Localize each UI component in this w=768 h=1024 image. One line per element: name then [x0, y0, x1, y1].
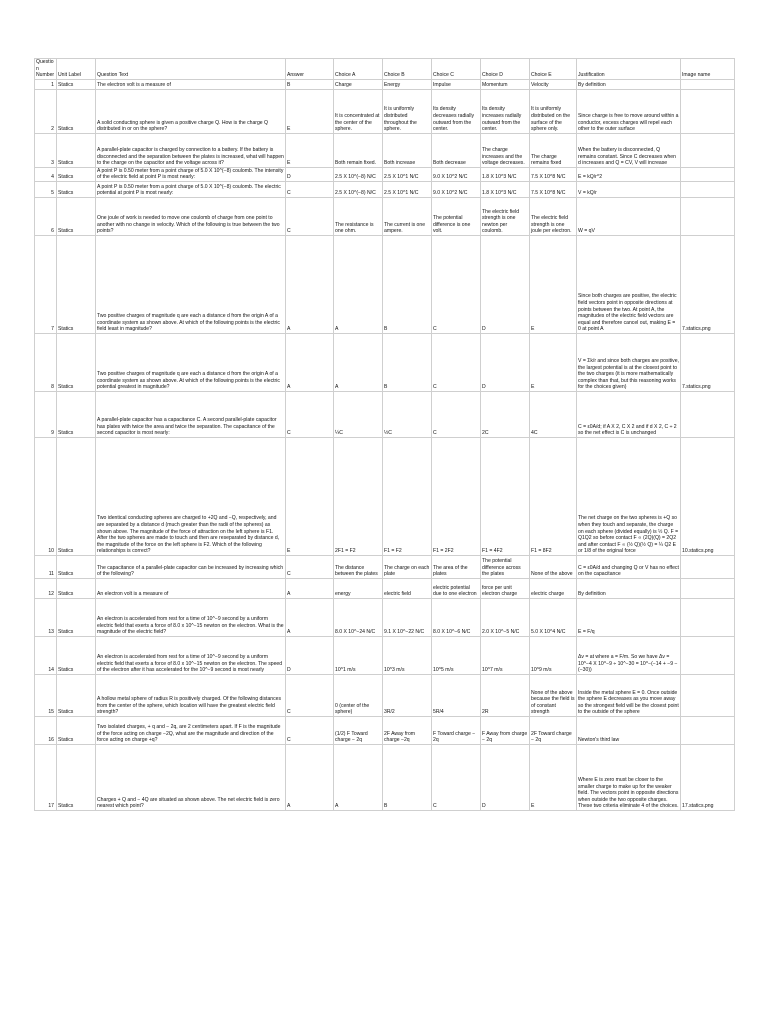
cell-justification[interactable]: V = kQ/r	[577, 181, 681, 197]
cell-choice-d[interactable]: D	[481, 744, 530, 810]
cell-question-text[interactable]: Two isolated charges, + q and − 2q, are 2 centimeters apart. If F is the magnitude of the force acting on charge −2Q, what are the magnitude and direction of the force acting on charge +q?	[96, 716, 286, 744]
cell-choice-b[interactable]: 10^3 m/s	[383, 636, 432, 674]
cell-question-text[interactable]: A parallel-plate capacitor is charged by connection to a battery. If the battery is disconnected and the separation between the plates is increased, what will happen to the charge on the capacitor and the voltage across it?	[96, 133, 286, 167]
cell-answer[interactable]: A	[286, 235, 334, 333]
cell-unit-label[interactable]: Statics	[57, 391, 96, 437]
cell-answer[interactable]: D	[286, 167, 334, 181]
cell-unit-label[interactable]: Statics	[57, 716, 96, 744]
cell-choice-c[interactable]: C	[432, 391, 481, 437]
cell-question-number[interactable]: 8	[35, 333, 57, 391]
cell-choice-a[interactable]: energy	[334, 578, 383, 598]
cell-question-text[interactable]: The electron volt is a measure of	[96, 79, 286, 89]
cell-choice-d[interactable]: The potential difference across the plates	[481, 555, 530, 578]
cell-justification[interactable]: C = ε0A/d; if A X 2, C X 2 and if d X 2, C ÷ 2 so the net effect is C is unchanged	[577, 391, 681, 437]
cell-choice-d[interactable]: 2R	[481, 674, 530, 716]
cell-answer[interactable]: C	[286, 181, 334, 197]
cell-choice-a[interactable]: Both remain fixed.	[334, 133, 383, 167]
cell-question-number[interactable]: 5	[35, 181, 57, 197]
cell-question-number[interactable]: 6	[35, 197, 57, 235]
header-unit-label[interactable]: Unit Label	[57, 59, 96, 80]
table-row	[35, 89, 735, 133]
cell-unit-label[interactable]: Statics	[57, 578, 96, 598]
cell-choice-a[interactable]: The resistance is one ohm.	[334, 197, 383, 235]
cell-choice-d[interactable]: 2.0 X 10^−5 N/C	[481, 598, 530, 636]
cell-choice-a[interactable]: 8.0 X 10^−24 N/C	[334, 598, 383, 636]
table-row	[35, 636, 735, 674]
cell-question-text[interactable]: Charges + Q and − 4Q are situated as shown above. The net electric field is zero nearest which point?	[96, 744, 286, 810]
cell-answer[interactable]: C	[286, 555, 334, 578]
cell-choice-c[interactable]: Both decrease	[432, 133, 481, 167]
cell-question-text[interactable]: Two positive charges of magnitude q are each a distance d from the origin A of a coordinate system as shown above. At which of the following points is the electric potential greatest in magnitude?	[96, 333, 286, 391]
cell-choice-b[interactable]: 9.1 X 10^−22 N/C	[383, 598, 432, 636]
cell-choice-c[interactable]: C	[432, 235, 481, 333]
cell-choice-e[interactable]: F1 = 8F2	[530, 437, 577, 555]
cell-image-name[interactable]	[681, 598, 735, 636]
header-choice-e[interactable]: Choice E	[530, 59, 577, 80]
cell-choice-e[interactable]: E	[530, 235, 577, 333]
table-row	[35, 437, 735, 555]
table-row	[35, 674, 735, 716]
cell-justification[interactable]: By definition	[577, 578, 681, 598]
header-choice-d[interactable]: Choice D	[481, 59, 530, 80]
cell-choice-c[interactable]: 8.0 X 10^−6 N/C	[432, 598, 481, 636]
cell-choice-c[interactable]: Its density decreases radially outward from the center.	[432, 89, 481, 133]
cell-question-number[interactable]: 4	[35, 167, 57, 181]
cell-choice-a[interactable]: A	[334, 235, 383, 333]
cell-unit-label[interactable]: Statics	[57, 133, 96, 167]
cell-question-text[interactable]: Two identical conducting spheres are charged to +2Q and −Q, respectively, and are separated by a distance d (much greater than the radii of the spheres) as shown above. The magnitude of the force of attraction on the left sphere is F1. After the two spheres are made to touch and then are reseparated by distance d, the magnitude of the force on the left sphere is F2. Which of the following relationships is correct?	[96, 437, 286, 555]
cell-unit-label[interactable]: Statics	[57, 674, 96, 716]
cell-image-name[interactable]	[681, 181, 735, 197]
cell-image-name[interactable]: 17.statics.png	[681, 744, 735, 810]
cell-choice-c[interactable]: The potential difference is one volt.	[432, 197, 481, 235]
cell-choice-e[interactable]: Velocity	[530, 79, 577, 89]
cell-question-text[interactable]: The capacitance of a parallel-plate capacitor can be increased by increasing which of the following?	[96, 555, 286, 578]
cell-choice-a[interactable]: Charge	[334, 79, 383, 89]
cell-image-name[interactable]	[681, 79, 735, 89]
cell-unit-label[interactable]: Statics	[57, 79, 96, 89]
cell-question-text[interactable]: A solid conducting sphere is given a positive charge Q. How is the charge Q distributed in or on the sphere?	[96, 89, 286, 133]
cell-question-text[interactable]: Two positive charges of magnitude q are each a distance d from the origin A of a coordinate system as shown above. At which of the following points is the electric field least in magnitude?	[96, 235, 286, 333]
cell-image-name[interactable]	[681, 674, 735, 716]
table-row	[35, 555, 735, 578]
cell-choice-b[interactable]: 2F Away from charge −2q	[383, 716, 432, 744]
cell-choice-b[interactable]: It is uniformly distributed throughout the sphere.	[383, 89, 432, 133]
cell-justification[interactable]: C = ε0A/d and changing Q or V has no effect on the capacitance	[577, 555, 681, 578]
cell-justification[interactable]: E = F/q	[577, 598, 681, 636]
cell-choice-d[interactable]: D	[481, 333, 530, 391]
cell-choice-d[interactable]: The electric field strength is one newton per coulomb.	[481, 197, 530, 235]
cell-unit-label[interactable]: Statics	[57, 437, 96, 555]
cell-justification[interactable]: Where E is zero must be closer to the smaller charge to make up for the weaker field. The vectors point in opposite directions when outside the two opposite charges. These two criteria eliminate 4 of the choices.	[577, 744, 681, 810]
header-row	[35, 59, 735, 80]
cell-choice-c[interactable]: 9.0 X 10^2 N/C	[432, 167, 481, 181]
table-row	[35, 167, 735, 181]
cell-choice-e[interactable]: 2F Toward charge − 2q	[530, 716, 577, 744]
cell-choice-d[interactable]: 2C	[481, 391, 530, 437]
cell-choice-b[interactable]: 2.5 X 10^1 N/C	[383, 181, 432, 197]
header-choice-a[interactable]: Choice A	[334, 59, 383, 80]
table-row	[35, 79, 735, 89]
cell-question-text[interactable]: A point P is 0.50 meter from a point charge of 5.0 X 10^(−8) coulomb. The electric potential at point P is most nearly:	[96, 181, 286, 197]
cell-unit-label[interactable]: Statics	[57, 89, 96, 133]
cell-choice-a[interactable]: 2F1 = F2	[334, 437, 383, 555]
cell-answer[interactable]: E	[286, 89, 334, 133]
cell-image-name[interactable]	[681, 391, 735, 437]
question-table	[34, 58, 735, 811]
cell-choice-a[interactable]: 2.5 X 10^(−8) N/C	[334, 181, 383, 197]
cell-answer[interactable]: E	[286, 133, 334, 167]
cell-image-name[interactable]: 7.statics.png	[681, 333, 735, 391]
cell-choice-c[interactable]: C	[432, 744, 481, 810]
cell-choice-c[interactable]: The area of the plates	[432, 555, 481, 578]
header-image-name[interactable]: Image name	[681, 59, 735, 80]
cell-choice-a[interactable]: A	[334, 333, 383, 391]
cell-question-text[interactable]: A hollow metal sphere of radius R is positively charged. Of the following distances from the center of the sphere, which location will have the greatest electric field strength?	[96, 674, 286, 716]
table-row	[35, 391, 735, 437]
cell-unit-label[interactable]: Statics	[57, 167, 96, 181]
cell-question-text[interactable]: An electron volt is a measure of	[96, 578, 286, 598]
table-row	[35, 181, 735, 197]
cell-choice-a[interactable]: 2.5 X 10^(−8) N/C	[334, 167, 383, 181]
cell-choice-b[interactable]: B	[383, 235, 432, 333]
cell-choice-e[interactable]: 4C	[530, 391, 577, 437]
cell-choice-a[interactable]: ¼C	[334, 391, 383, 437]
cell-unit-label[interactable]: Statics	[57, 598, 96, 636]
cell-justification[interactable]: By definition	[577, 79, 681, 89]
header-justification[interactable]: Justification	[577, 59, 681, 80]
cell-image-name[interactable]	[681, 133, 735, 167]
cell-answer[interactable]: A	[286, 598, 334, 636]
cell-justification[interactable]: W = qV	[577, 197, 681, 235]
cell-choice-e[interactable]: electric charge	[530, 578, 577, 598]
cell-question-number[interactable]: 1	[35, 79, 57, 89]
cell-choice-d[interactable]: 10^7 m/s	[481, 636, 530, 674]
cell-choice-d[interactable]: F Away from charge − 2q	[481, 716, 530, 744]
cell-choice-c[interactable]: F1 = 2F2	[432, 437, 481, 555]
cell-choice-b[interactable]: F1 = F2	[383, 437, 432, 555]
cell-answer[interactable]: C	[286, 197, 334, 235]
cell-choice-d[interactable]: 1.8 X 10^3 N/C	[481, 181, 530, 197]
cell-choice-e[interactable]: 10^9 m/s	[530, 636, 577, 674]
cell-image-name[interactable]	[681, 197, 735, 235]
table-row	[35, 744, 735, 810]
header-choice-c[interactable]: Choice C	[432, 59, 481, 80]
cell-choice-e[interactable]: E	[530, 744, 577, 810]
cell-question-number[interactable]: 3	[35, 133, 57, 167]
table-row	[35, 598, 735, 636]
cell-choice-d[interactable]: Its density increases radially outward from the center.	[481, 89, 530, 133]
cell-question-number[interactable]: 7	[35, 235, 57, 333]
cell-choice-b[interactable]: The current is one ampere.	[383, 197, 432, 235]
cell-choice-c[interactable]: C	[432, 333, 481, 391]
cell-choice-b[interactable]: Both increase	[383, 133, 432, 167]
cell-question-number[interactable]: 15	[35, 674, 57, 716]
cell-justification[interactable]: Inside the metal sphere E = 0. Once outside the sphere E decreases as you move away so the strongest field will be the closest point to the outside of the sphere	[577, 674, 681, 716]
cell-choice-a[interactable]: It is concentrated at the center of the sphere.	[334, 89, 383, 133]
cell-image-name[interactable]	[681, 167, 735, 181]
cell-question-number[interactable]: 16	[35, 716, 57, 744]
cell-choice-e[interactable]: None of the above	[530, 555, 577, 578]
cell-unit-label[interactable]: Statics	[57, 181, 96, 197]
header-question-number[interactable]: Question Number	[35, 59, 57, 80]
cell-choice-e[interactable]: It is uniformly distributed on the surface of the sphere only.	[530, 89, 577, 133]
cell-choice-a[interactable]: The distance between the plates	[334, 555, 383, 578]
cell-answer[interactable]: A	[286, 744, 334, 810]
table-row	[35, 235, 735, 333]
cell-choice-d[interactable]: Momentum	[481, 79, 530, 89]
cell-answer[interactable]: C	[286, 674, 334, 716]
cell-justification[interactable]: E = kQ/r^2	[577, 167, 681, 181]
cell-answer[interactable]: A	[286, 578, 334, 598]
table-row	[35, 716, 735, 744]
cell-choice-a[interactable]: A	[334, 744, 383, 810]
cell-choice-b[interactable]: electric field	[383, 578, 432, 598]
cell-choice-b[interactable]: B	[383, 744, 432, 810]
cell-image-name[interactable]	[681, 578, 735, 598]
table-row	[35, 333, 735, 391]
cell-choice-c[interactable]: electric potential due to one electron	[432, 578, 481, 598]
header-answer[interactable]: Answer	[286, 59, 334, 80]
cell-image-name[interactable]: 10.statics.png	[681, 437, 735, 555]
cell-unit-label[interactable]: Statics	[57, 197, 96, 235]
cell-question-number[interactable]: 17	[35, 744, 57, 810]
cell-choice-c[interactable]: 5R/4	[432, 674, 481, 716]
cell-choice-e[interactable]: The charge remains fixed	[530, 133, 577, 167]
cell-choice-c[interactable]: 10^5 m/s	[432, 636, 481, 674]
cell-question-number[interactable]: 2	[35, 89, 57, 133]
cell-answer[interactable]: C	[286, 391, 334, 437]
cell-question-text[interactable]: An electron is accelerated from rest for a time of 10^−9 second by a uniform electric field that exerts a force of 8.0 x 10^−15 newton on the electron. The speed of the electron after it has accelerated for the 10^−9 second is most nearly	[96, 636, 286, 674]
table-row	[35, 578, 735, 598]
cell-choice-e[interactable]: 7.5 X 10^8 N/C	[530, 181, 577, 197]
cell-choice-a[interactable]: 0 (center of the sphere)	[334, 674, 383, 716]
cell-choice-b[interactable]: B	[383, 333, 432, 391]
cell-question-number[interactable]: 12	[35, 578, 57, 598]
cell-question-text[interactable]: One joule of work is needed to move one coulomb of charge from one point to another with no change in velocity. Which of the following is true between the two points?	[96, 197, 286, 235]
cell-unit-label[interactable]: Statics	[57, 744, 96, 810]
cell-answer[interactable]: B	[286, 79, 334, 89]
cell-justification[interactable]: Since both charges are positive, the electric field vectors point in opposite directions at points between the two. At point A, the magnitudes of the electric field vectors are equal and therefore cancel out, making E = 0 at point A	[577, 235, 681, 333]
cell-choice-a[interactable]: 10^1 m/s	[334, 636, 383, 674]
cell-question-text[interactable]: An electron is accelerated from rest for a time of 10^−9 second by a uniform electric field that exerts a force of 8.0 x 10^−15 newton on the electron. What is the magnitude of the electric field?	[96, 598, 286, 636]
cell-choice-b[interactable]: 3R/2	[383, 674, 432, 716]
cell-justification[interactable]: The net charge on the two spheres is +Q so when they touch and separate, the charge on each sphere (divided equally) is ½ Q. F = Q1Q2 so before contact F ∝ (2Q)(Q) = 2Q2 and after contact F ∝ (½ Q)(½ Q) = ¼ Q2 E or 1/8 of the original force	[577, 437, 681, 555]
cell-image-name[interactable]	[681, 716, 735, 744]
cell-choice-c[interactable]: 9.0 X 10^2 N/C	[432, 181, 481, 197]
cell-unit-label[interactable]: Statics	[57, 333, 96, 391]
cell-choice-a[interactable]: (1/2) F Toward charge − 2q	[334, 716, 383, 744]
cell-image-name[interactable]	[681, 636, 735, 674]
cell-question-text[interactable]: A point P is 0.50 meter from a point charge of 5.0 X 10^(−8) coulomb. The intensity of the electric field at point P is most nearly:	[96, 167, 286, 181]
cell-question-text[interactable]: A parallel-plate capacitor has a capacitance C. A second parallel-plate capacitor has plates with twice the area and twice the separation. The capacitance of the second capacitor is most nearly:	[96, 391, 286, 437]
cell-choice-c[interactable]: F Toward charge − 2q	[432, 716, 481, 744]
cell-choice-b[interactable]: The charge on each plate	[383, 555, 432, 578]
cell-choice-e[interactable]: 5.0 X 10^4 N/C	[530, 598, 577, 636]
table-row	[35, 133, 735, 167]
cell-image-name[interactable]	[681, 89, 735, 133]
table-row	[35, 197, 735, 235]
cell-choice-e[interactable]: 7.5 X 10^8 N/C	[530, 167, 577, 181]
cell-choice-d[interactable]: 1.8 X 10^3 N/C	[481, 167, 530, 181]
cell-answer[interactable]: D	[286, 636, 334, 674]
cell-choice-d[interactable]: The charge increases and the voltage decreases.	[481, 133, 530, 167]
cell-image-name[interactable]: 7.statics.png	[681, 235, 735, 333]
cell-question-number[interactable]: 11	[35, 555, 57, 578]
cell-justification[interactable]: Since charge is free to move around within a conductor, excess charges will repel each other to the outer surface	[577, 89, 681, 133]
cell-justification[interactable]: Newton's third law	[577, 716, 681, 744]
cell-unit-label[interactable]: Statics	[57, 235, 96, 333]
cell-choice-e[interactable]: E	[530, 333, 577, 391]
cell-answer[interactable]: E	[286, 437, 334, 555]
cell-unit-label[interactable]: Statics	[57, 636, 96, 674]
cell-choice-b[interactable]: 2.5 X 10^1 N/C	[383, 167, 432, 181]
header-choice-b[interactable]: Choice B	[383, 59, 432, 80]
cell-question-number[interactable]: 13	[35, 598, 57, 636]
cell-choice-d[interactable]: D	[481, 235, 530, 333]
cell-answer[interactable]: C	[286, 716, 334, 744]
cell-choice-c[interactable]: Impulse	[432, 79, 481, 89]
cell-answer[interactable]: A	[286, 333, 334, 391]
cell-question-number[interactable]: 10	[35, 437, 57, 555]
cell-choice-b[interactable]: ½C	[383, 391, 432, 437]
cell-justification[interactable]: Δv = at where a = F/m. So we have Δv = 10^−4 X 10^−9 ÷ 10^−30 = 10^−(−14 + −9 −(−30))	[577, 636, 681, 674]
cell-question-number[interactable]: 14	[35, 636, 57, 674]
cell-choice-b[interactable]: Energy	[383, 79, 432, 89]
cell-question-number[interactable]: 9	[35, 391, 57, 437]
cell-justification[interactable]: When the battery is disconnected, Q remains constant. Since C decreases when d increases and Q = CV, V will increase	[577, 133, 681, 167]
cell-choice-e[interactable]: None of the above because the field is of constant strength	[530, 674, 577, 716]
cell-unit-label[interactable]: Statics	[57, 555, 96, 578]
cell-justification[interactable]: V = Σk/r and since both charges are positive, the largest potential is at the closest point to the two charges (it is more mathematically complex than that, but this reasoning works for the choices given)	[577, 333, 681, 391]
cell-choice-d[interactable]: F1 = 4F2	[481, 437, 530, 555]
spreadsheet	[34, 58, 734, 811]
cell-choice-d[interactable]: force per unit electron charge	[481, 578, 530, 598]
cell-choice-e[interactable]: The electric field strength is one joule per electron.	[530, 197, 577, 235]
header-question-text[interactable]: Question Text	[96, 59, 286, 80]
cell-image-name[interactable]	[681, 555, 735, 578]
